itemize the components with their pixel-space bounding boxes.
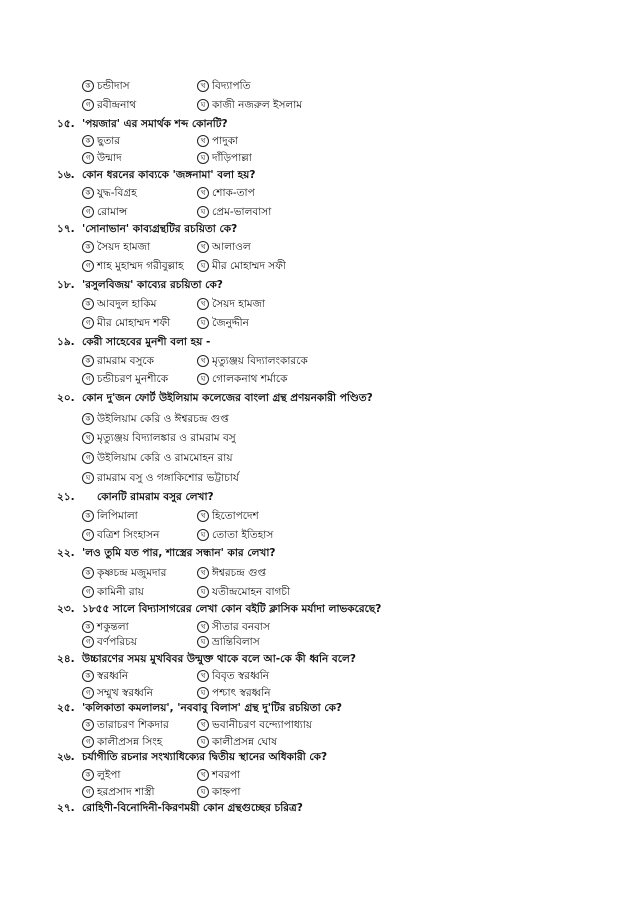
circled-letter-icon: খ [82, 432, 94, 444]
option-text: রোমান্স [97, 206, 128, 218]
option-text: কামিনী রায় [97, 586, 144, 598]
option-4 [197, 634, 260, 650]
question-number: ১৭. [57, 223, 75, 235]
option-text: মীর মোহাম্মদ শফী [97, 317, 171, 329]
option-text: কালীপ্রসন্ন সিংহ [97, 736, 163, 748]
circled-letter-icon: গ [82, 586, 94, 598]
option-text: সৈয়দ হামজা [97, 241, 151, 253]
question-text: চর্যাগীতি রচনার সংখ্যাধিক্যের দ্বিতীয় স্থানের অধিকারী কে? [82, 751, 328, 763]
circled-letter-icon: গ [82, 317, 94, 329]
question-text: 'পয়জার' এর সমার্থক শব্দ কোনটি? [82, 118, 228, 130]
option-3 [82, 371, 168, 387]
circled-letter-icon: ক [82, 670, 94, 682]
question-text: কেরী সাহেবের মুনশী বলা হয় - [82, 336, 211, 348]
question-text: কোনটি রামরাম বসুর লেখা? [97, 491, 214, 503]
option-text: শবরপা [212, 769, 241, 781]
option-4 [197, 150, 252, 166]
option-text: উইলিয়াম কেরি ও রামমোহন রায় [97, 452, 233, 464]
circled-letter-icon: গ [82, 373, 94, 385]
option-text: প্রেম-ভালবাসা [212, 206, 272, 218]
option-3 [82, 258, 184, 274]
circled-letter-icon: খ [197, 621, 209, 633]
circled-letter-icon: খ [197, 510, 209, 522]
option-1 [82, 239, 150, 255]
circled-letter-icon: খ [197, 769, 209, 781]
question-number: ২৫. [57, 702, 75, 714]
circled-letter-icon: খ [197, 719, 209, 731]
circled-letter-icon: ঘ [197, 687, 209, 699]
option-3 [82, 685, 153, 701]
option-text: তারাচরণ শিকদার [97, 719, 169, 731]
circled-letter-icon: ক [82, 355, 94, 367]
circled-letter-icon: ঘ [197, 373, 209, 385]
circled-letter-icon: ঘ [82, 472, 94, 484]
circled-letter-icon: ক [82, 567, 94, 579]
option-3 [82, 527, 159, 543]
option-3 [82, 584, 144, 600]
circled-letter-icon: ক [82, 135, 94, 147]
circled-letter-icon: গ [82, 786, 94, 798]
option-text: তোতা ইতিহাস [212, 529, 274, 541]
option-2 [197, 133, 238, 149]
option-1 [82, 133, 120, 149]
option-2 [197, 767, 240, 783]
circled-letter-icon: গ [82, 736, 94, 748]
question-text: ১৮৫৫ সালে বিদ্যাসাগরের লেখা কোন বইটি ক্লাসিক মর্যাদা লাভকরেছে? [82, 603, 382, 615]
option-text: কালীপ্রসন্ন ঘোষ [212, 736, 277, 748]
option-1 [82, 619, 129, 635]
option-text: রামরাম বসুকে [97, 355, 154, 367]
option-text: মৃত্যুঞ্জয় বিদ্যালংকারকে [212, 355, 308, 367]
option-2 [197, 508, 259, 524]
option-1 [82, 296, 157, 312]
option-text: মীর মোহাম্মদ সফী [212, 260, 286, 272]
option-3 [82, 734, 162, 750]
circled-letter-icon: গ [82, 206, 94, 218]
option-text: কৃষ্ণচন্দ্র মজুমদার [97, 567, 167, 579]
circled-letter-icon: গ [82, 152, 94, 164]
circled-letter-icon: গ [82, 636, 94, 648]
option-3 [82, 450, 233, 466]
circled-letter-icon: গ [82, 687, 94, 699]
option-text: শকুন্তলা [97, 621, 129, 633]
option-text: জৈনুদ্দীন [212, 317, 249, 329]
option-text: ঈশ্বরচন্দ্র গুপ্ত [212, 567, 267, 579]
question-number: ২২. [57, 547, 75, 559]
circled-letter-icon: ঘ [197, 206, 209, 218]
option-1 [82, 411, 229, 427]
option-text: সীতার বনবাস [212, 621, 270, 633]
option-text: দাঁড়িপাল্লা [212, 152, 252, 164]
option-2 [197, 185, 255, 201]
option-text: ছুতার [97, 135, 121, 147]
option-3 [82, 634, 137, 650]
option-2 [197, 565, 266, 581]
option-2 [197, 78, 250, 94]
circled-letter-icon: ঘ [197, 586, 209, 598]
question-text: উচ্চারণের সময় মুখবিবর উন্মুক্ত থাকে বলে আ-কে কী ধ্বনি বলে? [82, 653, 356, 665]
option-text: বত্রিশ সিংহাসন [97, 529, 160, 541]
option-text: রামরাম বসু ও গঙ্গাকিশোর ভট্টাচার্য [97, 472, 239, 484]
option-1 [82, 508, 138, 524]
option-1 [82, 353, 154, 369]
option-text: পশ্চাৎ স্বরধ্বনি [212, 687, 271, 699]
option-text: শাহ মুহাম্মদ গরীবুল্লাহ [97, 260, 184, 272]
circled-letter-icon: ক [82, 769, 94, 781]
option-3 [82, 315, 170, 331]
option-4 [197, 527, 273, 543]
question-text: রোহিণী-বিনোদিনী-কিরণময়ী কোন গ্রন্থগুচ্ছের চরিত্র? [82, 802, 303, 814]
circled-letter-icon: ঘ [197, 786, 209, 798]
circled-letter-icon: ঘ [197, 152, 209, 164]
option-4 [197, 97, 302, 113]
option-text: বিদ্যাপতি [212, 80, 251, 92]
circled-letter-icon: ক [82, 719, 94, 731]
option-text: চন্ডীচরণ মুনশীকে [97, 373, 169, 385]
circled-letter-icon: ঘ [197, 99, 209, 111]
option-2 [82, 430, 236, 446]
circled-letter-icon: খ [197, 567, 209, 579]
option-text: বিবৃত স্বরধ্বনি [212, 670, 270, 682]
circled-letter-icon: খ [197, 298, 209, 310]
option-1 [82, 565, 166, 581]
option-text: লিপিমালা [97, 510, 138, 522]
option-2 [197, 296, 265, 312]
option-3 [82, 784, 154, 800]
option-text: বর্ণপরিচয় [97, 636, 137, 648]
option-text: কাজী নজরুল ইসলাম [212, 99, 303, 111]
option-text: লুইপা [97, 769, 121, 781]
option-1 [82, 668, 128, 684]
option-text: সম্মুখ স্বরধ্বনি [97, 687, 154, 699]
option-text: যুদ্ধ-বিগ্রহ [97, 187, 137, 199]
option-4 [197, 584, 290, 600]
circled-letter-icon: ক [82, 298, 94, 310]
option-4 [197, 315, 249, 331]
option-text: স্বরধ্বনি [97, 670, 129, 682]
circled-letter-icon: খ [197, 80, 209, 92]
option-2 [197, 239, 251, 255]
option-text: উইলিয়াম কেরি ও ঈশ্বরচন্দ্র গুপ্ত [97, 413, 229, 425]
circled-letter-icon: গ [82, 260, 94, 272]
option-text: মৃত্যুঞ্জয় বিদ্যালঙ্কার ও রামরাম বসু [97, 432, 236, 444]
option-3 [82, 150, 122, 166]
option-text: শোক-তাপ [212, 187, 255, 199]
question-number: ১৮. [57, 279, 75, 291]
circled-letter-icon: গ [82, 529, 94, 541]
option-4 [197, 784, 240, 800]
option-text: যতীন্দ্রমোহন বাগচী [212, 586, 291, 598]
question-text: 'লও তুমি যত পার, শাস্ত্রের সন্ধান' কার লেখা? [82, 547, 276, 559]
option-1 [82, 767, 120, 783]
question-number: ২৩. [57, 603, 75, 615]
circled-letter-icon: ক [82, 241, 94, 253]
circled-letter-icon: ঘ [197, 529, 209, 541]
option-text: ভবানীচরণ বন্দ্যোপাধ্যায় [212, 719, 313, 731]
circled-letter-icon: খ [197, 135, 209, 147]
circled-letter-icon: ঘ [197, 636, 209, 648]
option-text: চন্ডীদাস [97, 80, 130, 92]
question-text: কোন দু'জন ফোর্ট উইলিয়াম কলেজের বাংলা গ্রন্থ প্রণয়নকারী পণ্ডিত? [82, 392, 373, 404]
option-4 [197, 371, 287, 387]
question-text: 'সোনাভান' কাব্যগ্রন্থটির রচয়িতা কে? [82, 223, 238, 235]
option-2 [197, 717, 312, 733]
circled-letter-icon: ক [82, 187, 94, 199]
option-text: গোলকনাথ শর্মাকে [212, 373, 288, 385]
option-text: রবীন্দ্রনাথ [97, 99, 137, 111]
option-3 [82, 97, 136, 113]
option-2 [197, 668, 269, 684]
option-text: আবদুল হাকিম [97, 298, 157, 310]
question-number: ১৬. [57, 169, 75, 181]
option-4 [82, 470, 239, 486]
circled-letter-icon: ক [82, 413, 94, 425]
option-4 [197, 685, 271, 701]
question-number: ২১. [57, 491, 75, 503]
option-text: পাদুকা [212, 135, 239, 147]
question-number: ২৬. [57, 751, 75, 763]
question-text: 'রসুলবিজয়' কাব্যের রচয়িতা কে? [82, 279, 223, 291]
option-text: উন্মাদ [97, 152, 122, 164]
circled-letter-icon: খ [197, 670, 209, 682]
question-number: ১৫. [57, 118, 75, 130]
question-number: ২৭. [57, 802, 75, 814]
circled-letter-icon: ক [82, 621, 94, 633]
question-number: ১৯. [57, 336, 75, 348]
option-4 [197, 258, 286, 274]
question-text: 'কলিকাতা কমলালয়', 'নববাবু বিলাস' গ্রন্থ দু'টির রচয়িতা কে? [82, 702, 343, 714]
circled-letter-icon: খ [197, 355, 209, 367]
option-1 [82, 185, 137, 201]
question-number: ২৪. [57, 653, 75, 665]
circled-letter-icon: ক [82, 510, 94, 522]
question-text: কোন ধরনের কাব্যকে 'জঙ্গনামা' বলা হয়? [82, 169, 256, 181]
option-text: হিতোপদেশ [212, 510, 259, 522]
option-text: হরপ্রসাদ শাস্ত্রী [97, 786, 155, 798]
question-number: ২০. [57, 392, 75, 404]
circled-letter-icon: ক [82, 80, 94, 92]
circled-letter-icon: গ [82, 452, 94, 464]
option-4 [197, 204, 271, 220]
circled-letter-icon: ঘ [197, 317, 209, 329]
option-text: কাহ্নপা [212, 786, 241, 798]
option-text: আলাওল [212, 241, 251, 253]
option-1 [82, 78, 130, 94]
circled-letter-icon: ঘ [197, 736, 209, 748]
option-1 [82, 717, 169, 733]
option-3 [82, 204, 127, 220]
circled-letter-icon: খ [197, 241, 209, 253]
circled-letter-icon: গ [82, 99, 94, 111]
circled-letter-icon: ঘ [197, 260, 209, 272]
option-2 [197, 619, 270, 635]
option-4 [197, 734, 277, 750]
option-text: সৈয়দ হামজা [212, 298, 266, 310]
option-2 [197, 353, 308, 369]
option-text: ভ্রান্তিবিলাস [212, 636, 260, 648]
circled-letter-icon: খ [197, 187, 209, 199]
